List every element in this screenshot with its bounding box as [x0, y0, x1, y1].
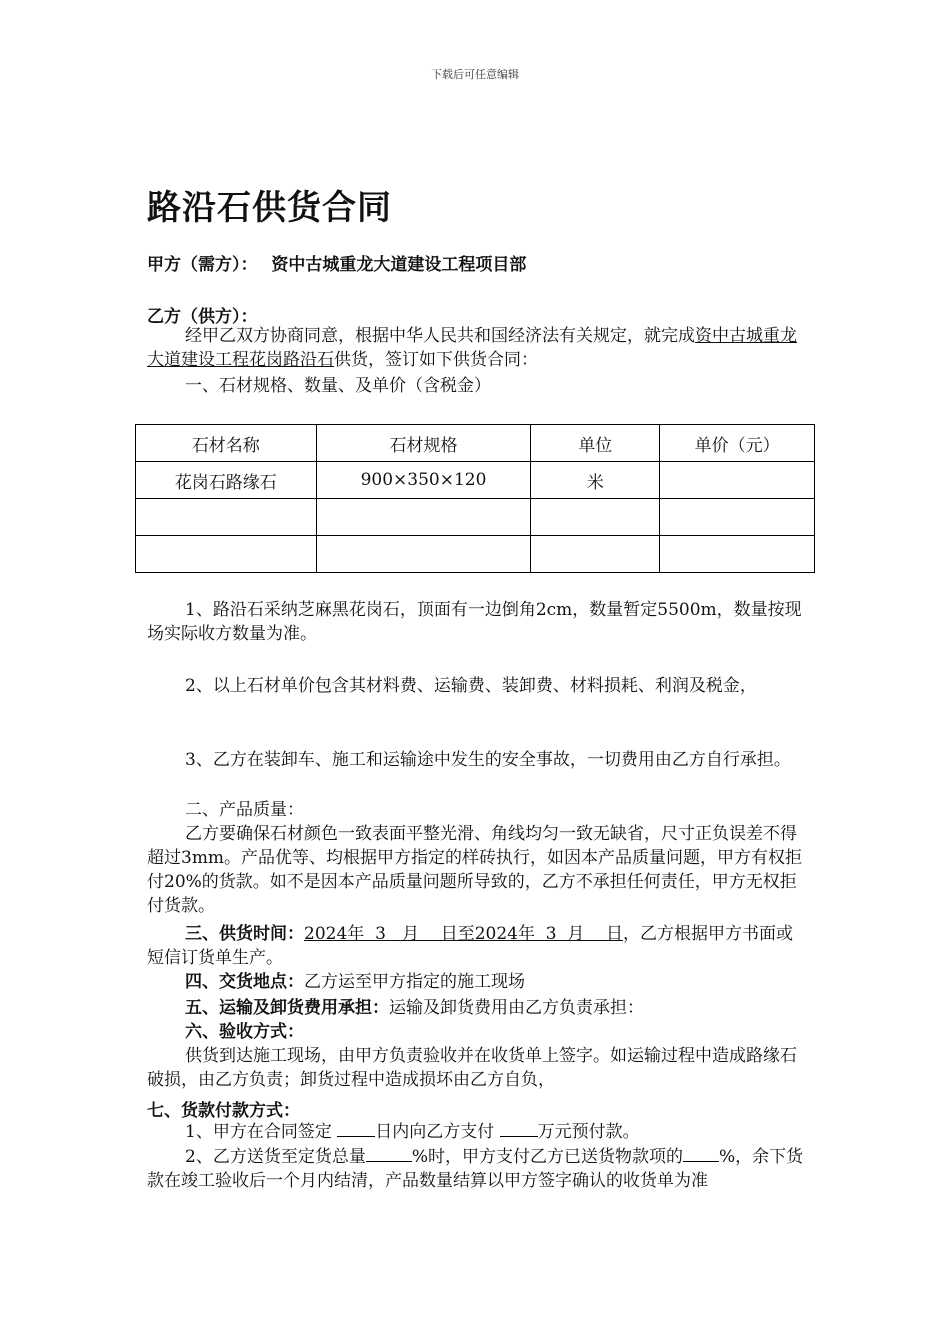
- payment-item-2: [147, 1145, 809, 1193]
- table-header-cell: 单位: [531, 425, 660, 462]
- section-3-text: ，乙方根据甲方书面或短信订货单生产。: [147, 924, 794, 968]
- table-row: [136, 462, 815, 499]
- payment-1-a: 1、甲方在合同签定: [185, 1122, 338, 1142]
- table-cell: [531, 499, 660, 536]
- section-5-label: 五、运输及卸货费用承担：: [185, 998, 389, 1018]
- table-header-row: [136, 425, 815, 462]
- payment-2-c: %，余下货款在竣工验收后一个月内结清，产品数量结算以甲方签字确认的收货单为准: [147, 1147, 804, 1191]
- blank-days: [337, 1136, 375, 1137]
- quality-paragraph: 乙方要确保石材颜色一致表面平整光滑、角线均匀一致无缺省，尺寸正负误差不得超过3mm。产品优等、均根据甲方指定的样砖执行，如因本产品质量问题，甲方有权拒付20%的货款。如不是因本产品质量问题所导致的，乙方不承担任何责任，甲方无权拒付货款。: [147, 824, 803, 916]
- intro-post: 供货，签订如下供货合同：: [334, 350, 538, 370]
- intro-paragraph: [147, 324, 809, 372]
- payment-2-a: 2、乙方送货至定货总量: [185, 1147, 366, 1167]
- section-2-heading: 二、产品质量：: [185, 800, 304, 820]
- header-note: 下载后可任意编辑: [431, 68, 519, 81]
- intro-pre: 经甲乙双方协商同意，根据中华人民共和国经济法有关规定，就完成: [185, 326, 695, 346]
- party-a-label: 甲方（需方）：: [147, 255, 258, 275]
- table-row: [136, 499, 815, 536]
- section-3: [147, 922, 809, 970]
- section-5-value: 运输及卸货费用由乙方负责承担：: [389, 998, 644, 1018]
- payment-1-b: 日内向乙方支付: [375, 1122, 500, 1142]
- party-a: [147, 250, 526, 275]
- table-cell: 花岗石路缘石: [136, 462, 317, 499]
- table-header-cell: 单价（元）: [660, 425, 815, 462]
- section-6-label: [147, 1020, 809, 1044]
- payment-2-b: %时，甲方支付乙方已送货物款项的: [411, 1147, 683, 1167]
- table-cell: 米: [531, 462, 660, 499]
- table-header-cell: 石材规格: [316, 425, 531, 462]
- party-a-value: 资中古城重龙大道建设工程项目部: [271, 255, 527, 275]
- table-cell: 900×350×120: [316, 462, 531, 499]
- section-4: [147, 970, 809, 994]
- blank-percent-1: [366, 1161, 412, 1162]
- section-5: [147, 996, 809, 1020]
- item-2: 2、以上石材单价包含其材料费、运输费、装卸费、材料损耗、利润及税金，: [185, 676, 757, 696]
- table-cell: [660, 536, 815, 573]
- stone-spec-table: [135, 424, 815, 573]
- table-cell: [660, 499, 815, 536]
- section-6-text: 供货到达施工现场，由甲方负责验收并在收货单上签字。如运输过程中造成路缘石破损，由乙方负责；卸货过程中造成损坏由乙方自负，: [147, 1046, 797, 1090]
- blank-amount: [500, 1136, 538, 1137]
- table-cell: [136, 499, 317, 536]
- supply-dates: 2024年 3 月 日至2024年 3 月 日: [304, 924, 624, 944]
- payment-1-c: 万元预付款。: [537, 1122, 640, 1142]
- payment-item-1: [147, 1120, 809, 1144]
- item-1: 1、路沿石采纳芝麻黑花岗石，顶面有一边倒角2cm，数量暂定5500m，数量按现场实际收方数量为准。: [147, 600, 802, 644]
- table-row: [136, 536, 815, 573]
- section-1-heading: 一、石材规格、数量、及单价（含税金）: [185, 376, 491, 396]
- section-3-label: 三、供货时间：: [185, 924, 304, 944]
- document-title: 路沿石供货合同: [147, 188, 392, 228]
- party-b-label: 乙方（供方）：: [147, 307, 258, 327]
- table-cell: [531, 536, 660, 573]
- table-cell: [136, 536, 317, 573]
- section-4-value: 乙方运至甲方指定的施工现场: [304, 972, 525, 992]
- table-cell: [316, 536, 531, 573]
- blank-percent-2: [683, 1161, 719, 1162]
- table-cell: [316, 499, 531, 536]
- item-3: 3、乙方在装卸车、施工和运输途中发生的安全事故，一切费用由乙方自行承担。: [185, 750, 791, 770]
- section-6-label-text: 六、验收方式：: [185, 1022, 304, 1042]
- table-header-cell: 石材名称: [136, 425, 317, 462]
- section-4-label: 四、交货地点：: [185, 972, 304, 992]
- section-7-label: 七、货款付款方式：: [147, 1101, 300, 1121]
- table-cell: [660, 462, 815, 499]
- intro-project: 资中古城重龙大道建设工程花岗路沿石: [147, 326, 797, 370]
